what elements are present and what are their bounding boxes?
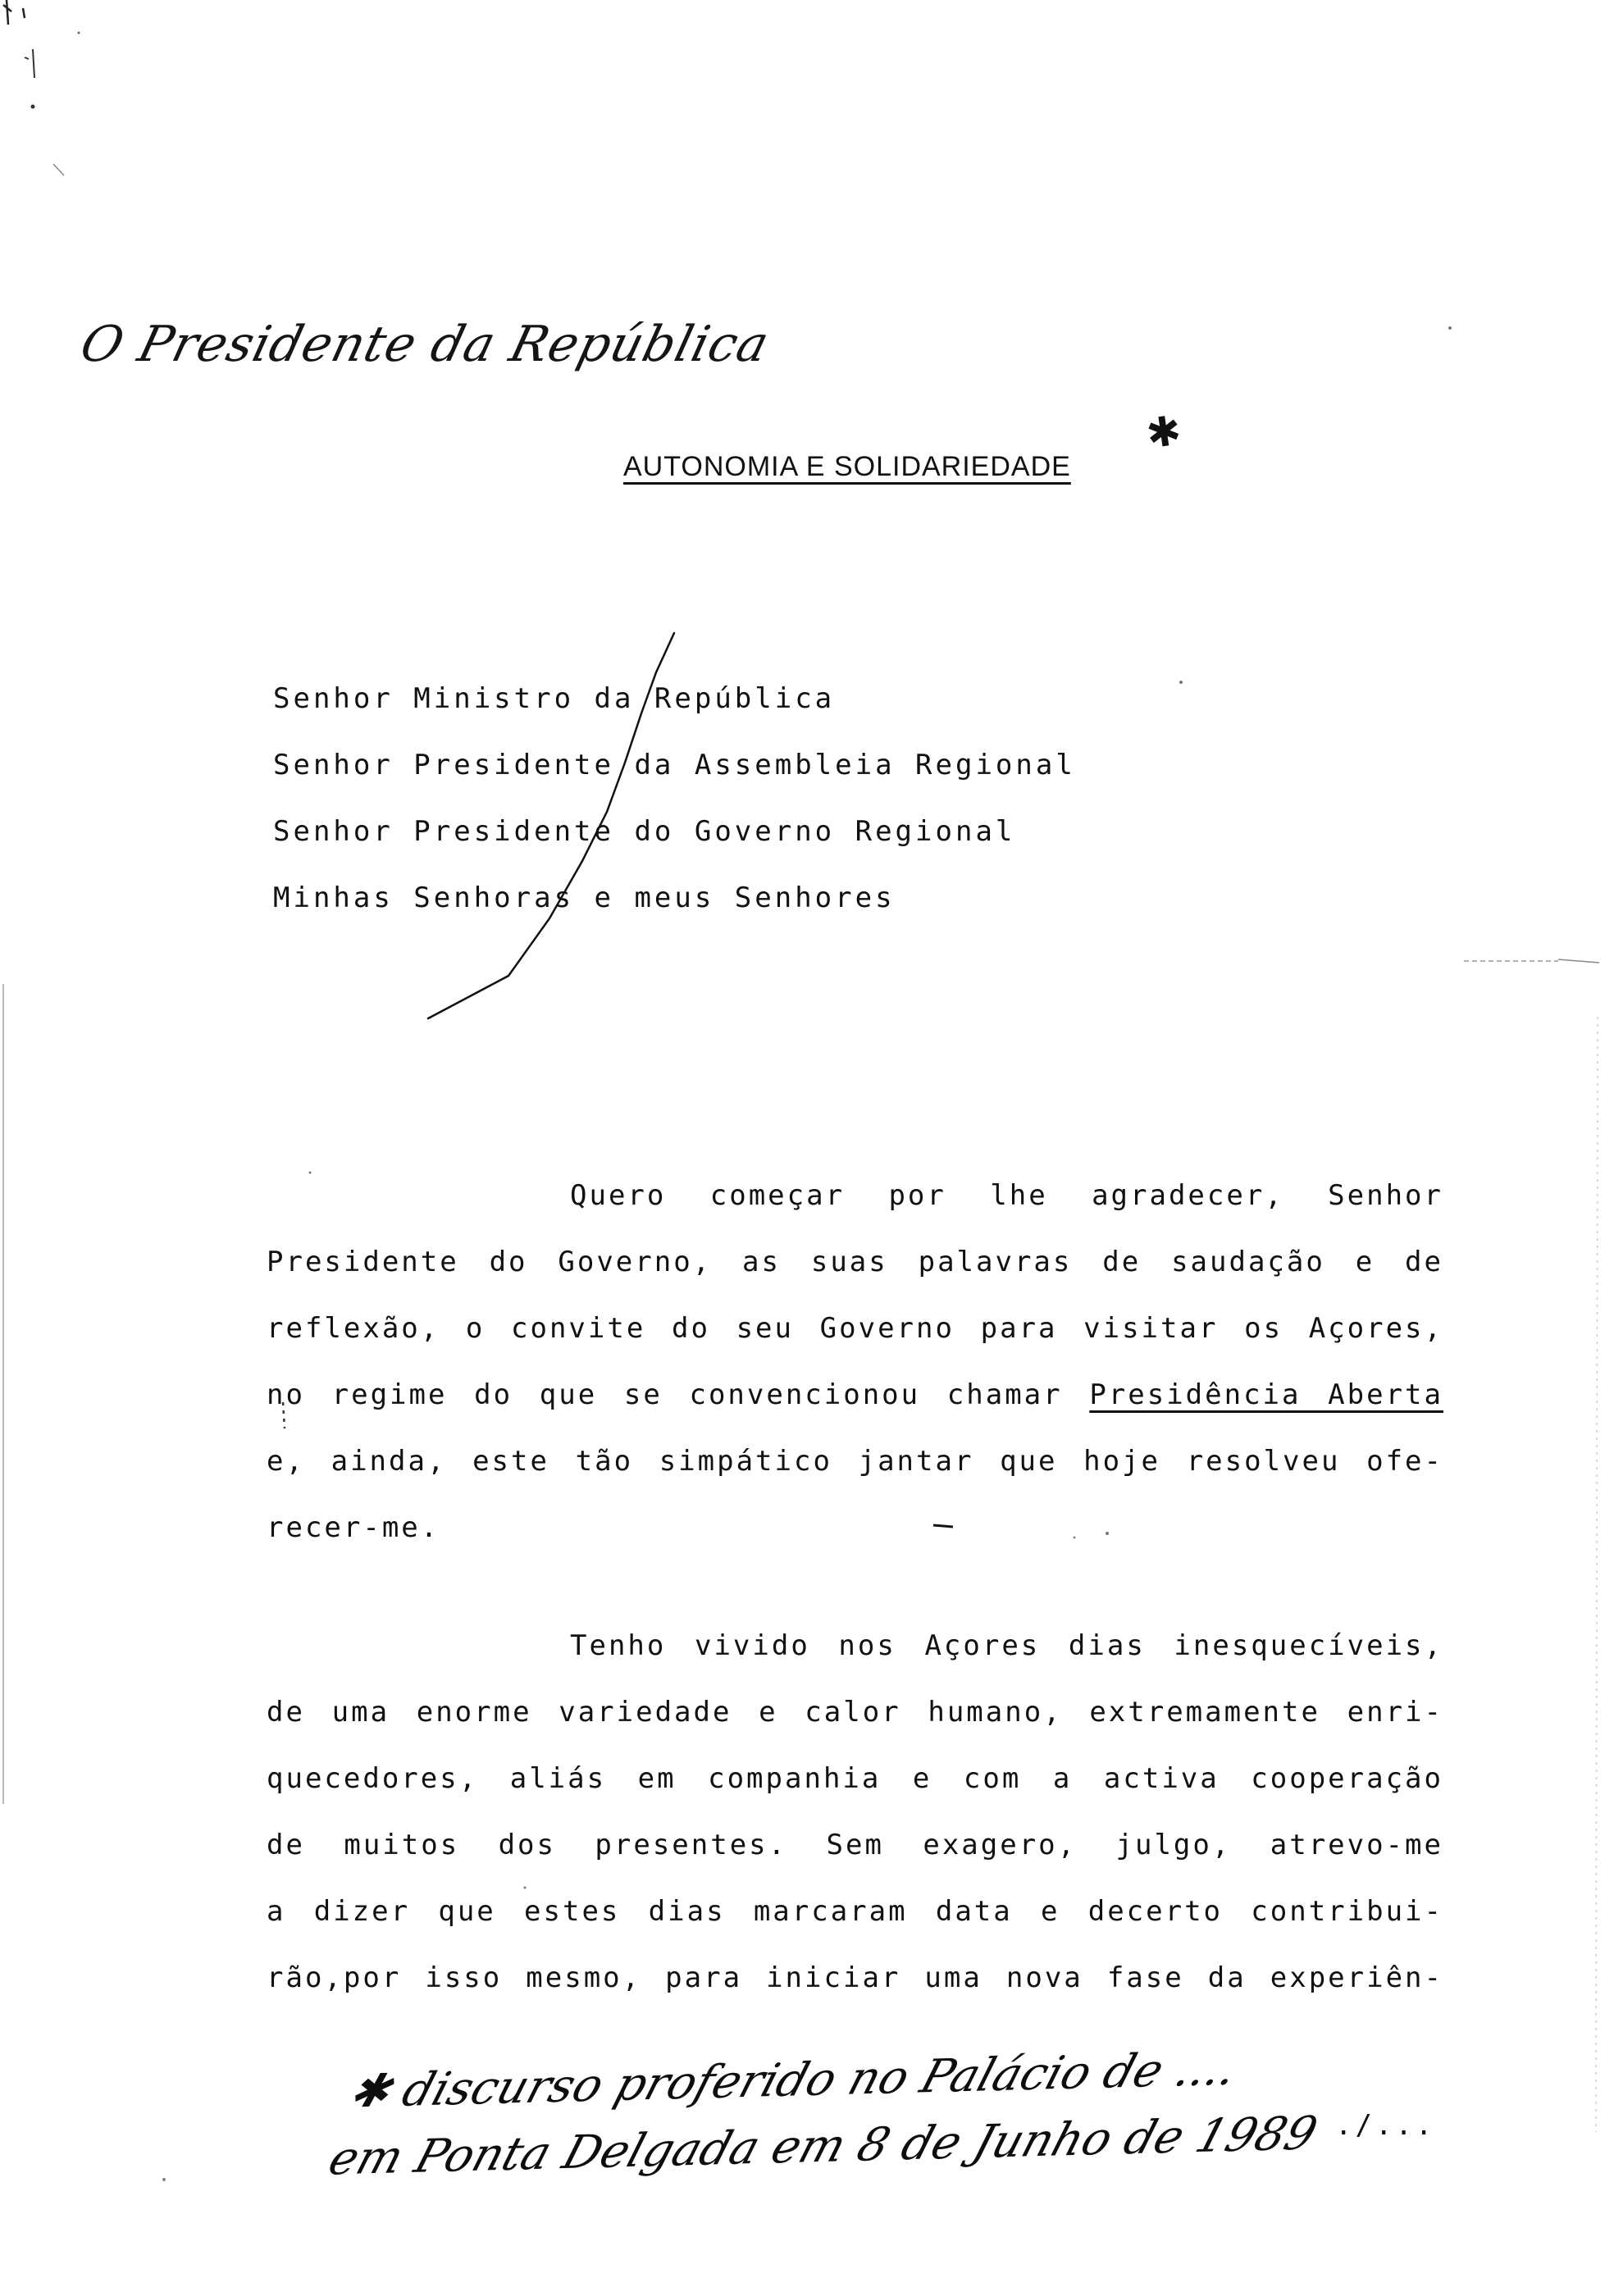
paragraph-line: recer-me. — [267, 1511, 440, 1544]
paragraph-line: Presidente do Governo, as suas palavras de saudação e de — [267, 1246, 1443, 1278]
paragraph-line: de uma enorme variedade e calor humano, extremamente enri- — [267, 1696, 1443, 1729]
handwritten-note-line: em Ponta Delgada em 8 de Junho de 1989 — [322, 2107, 1324, 2186]
asterisk-mark: ✱ — [1143, 406, 1184, 458]
paragraph-2 — [267, 1613, 1443, 2011]
paragraph-line: quecedores, aliás em companhia e com a activa cooperação — [267, 1762, 1443, 1795]
letterhead: O Presidente da República — [75, 316, 775, 373]
paragraph-line: de muitos dos presentes. Sem exagero, julgo, atrevo-me — [267, 1829, 1443, 1861]
paragraph-1 — [267, 1163, 1443, 1561]
paragraph-line — [267, 1163, 1443, 1229]
paragraph-line-text: no regime do que se convencionou chamar — [267, 1378, 1090, 1411]
underlined-phrase: Presidência Aberta — [1089, 1378, 1443, 1411]
paragraph-line: a dizer que estes dias marcaram data e decerto contribui- — [267, 1895, 1443, 1928]
paragraph-line-text: Quero começar por lhe agradecer, Senhor — [570, 1179, 1443, 1212]
handwritten-note-line: ✱ discurso proferido no Palácio de .... — [342, 2042, 1244, 2119]
continuation-mark: ./... — [1335, 2109, 1436, 2142]
handwritten-note — [321, 2033, 1346, 2193]
paragraph-line-text: Tenho vivido nos Açores dias inesquecíveis, — [570, 1629, 1443, 1662]
salutation-line: Senhor Presidente da Assembleia Regional — [273, 749, 1076, 781]
paragraph-line — [267, 1362, 1443, 1428]
pen-strike-icon — [410, 623, 689, 1033]
document-title: AUTONOMIA E SOLIDARIEDADE — [623, 451, 1071, 482]
paragraph-line: e, ainda, este tão simpático jantar que hoje resolveu ofe- — [267, 1445, 1443, 1478]
salutation-line: Senhor Presidente do Governo Regional — [273, 815, 1016, 848]
paragraph-line: reflexão, o convite do seu Governo para visitar os Açores, — [267, 1312, 1443, 1345]
salutation-line: Minhas Senhoras e meus Senhores — [273, 882, 896, 914]
paragraph-line: rão,por isso mesmo, para iniciar uma nova fase da experiên- — [267, 1961, 1443, 1994]
salutation-line: Senhor Ministro da República — [273, 682, 836, 715]
paragraph-line — [267, 1613, 1443, 1679]
